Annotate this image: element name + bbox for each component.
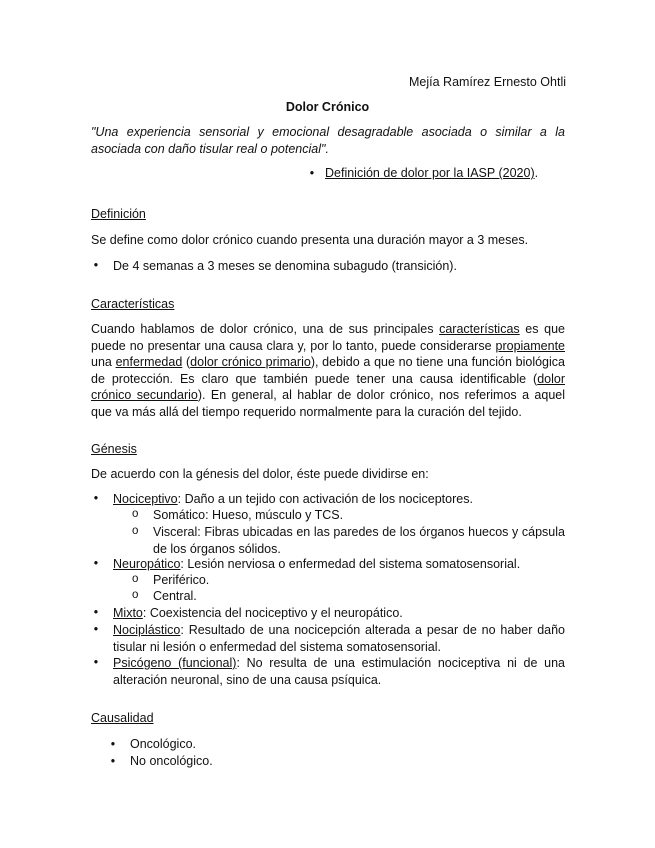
link-propiamente[interactable]: propiamente [495,338,565,353]
bullet-marker: • [110,737,116,751]
term-desc: : No resulta de una estimulación nociceptiva ni de una alteración neuronal, sino de una causa psíquica. [113,656,565,687]
term-desc: : Coexistencia del nociceptivo y el neuropático. [142,606,403,620]
causalidad-item-no-oncologico: No oncológico. [130,754,213,768]
genesis-item-mixto [113,605,565,622]
genesis-sub-periferico: Periférico. [153,573,210,587]
link-caracteristicas[interactable]: características [439,322,520,336]
genesis-item-neuropatico [113,556,565,573]
bullet-marker: • [93,605,99,619]
caracteristicas-paragraph [91,321,565,420]
genesis-sub-somatico: Somático: Hueso, músculo y TCS. [153,508,344,522]
causalidad-item-oncologico: Oncológico. [130,737,197,751]
link-enfermedad[interactable]: enfermedad [115,355,183,369]
sub-bullet-marker: o [132,508,139,520]
bullet-marker: • [110,754,116,768]
bullet-marker: • [93,556,99,570]
term-link[interactable]: Mixto [113,606,143,620]
genesis-item-nociceptivo [113,491,565,508]
sub-bullet-marker: o [132,573,139,585]
term-link[interactable]: Psicógeno (funcional) [113,656,237,670]
document-title: Dolor Crónico [285,100,370,114]
sub-bullet-marker: o [132,525,139,537]
sub-bullet-marker: o [132,589,139,601]
genesis-sub-central: Central. [153,589,197,603]
text-span: ), debido a que no tiene una función biológica de protección. Es claro que también puede tener una causa identificable ( [91,355,565,386]
bullet-marker: • [93,655,99,669]
bullet-marker: • [93,258,99,272]
term-link[interactable]: Neuropático [113,557,181,571]
genesis-item-nociplastico [113,622,565,655]
bullet-marker: • [93,491,99,505]
quote-source-link[interactable]: Definición de dolor por la IASP (2020) [325,166,535,180]
genesis-intro: De acuerdo con la génesis del dolor, éste puede dividirse en: [91,467,429,481]
definition-quote: "Una experiencia sensorial y emocional desagradable asociada o similar a la asociada con daño tisular real o potencial". [91,125,565,156]
text-span: es que puede no presentar una causa clara y, por lo tanto, puede considerarse [91,322,565,353]
term-link[interactable]: Nociplástico [113,623,181,637]
term-desc: : Resultado de una nocicepción alterada a pesar de no haber daño tisular ni lesión o enfermedad del sistema somatosensorial. [113,623,565,654]
term-link[interactable]: Nociceptivo [113,492,178,506]
definicion-bullet: De 4 semanas a 3 meses se denomina subagudo (transición). [113,259,457,273]
text-span: una [91,355,116,369]
definicion-text: Se define como dolor crónico cuando presenta una duración mayor a 3 meses. [91,233,529,247]
quote-source-suffix: . [534,166,539,180]
section-heading-causalidad: Causalidad [91,711,154,725]
text-span: Cuando hablamos de dolor crónico, una de sus principales [91,322,440,336]
quote-source-item [309,166,539,180]
section-heading-caracteristicas: Características [91,297,175,311]
genesis-sub-visceral: Visceral: Fibras ubicadas en las paredes de los órganos huecos y cápsula de los órganos sólidos. [153,525,565,556]
text-span: ( [182,355,191,369]
section-heading-genesis: Génesis [91,442,137,456]
author-name: Mejía Ramírez Ernesto Ohtli [409,75,566,89]
bullet-marker: • [309,166,315,180]
link-dolor-cronico-primario[interactable]: dolor crónico primario [190,355,311,369]
genesis-item-psicogeno [113,655,565,688]
term-desc: : Lesión nerviosa o enfermedad del sistema somatosensorial. [180,557,521,571]
text-span: ). En general, al hablar de dolor crónico, nos referimos a aquel que va más allá del tiempo requerido normalmente para la curación del tejido. [91,388,565,419]
link-dolor-cronico-secundario[interactable]: dolor crónico secundario [91,371,565,402]
bullet-marker: • [93,622,99,636]
section-heading-definicion: Definición [91,207,146,221]
term-desc: : Daño a un tejido con activación de los nociceptores. [177,492,473,506]
